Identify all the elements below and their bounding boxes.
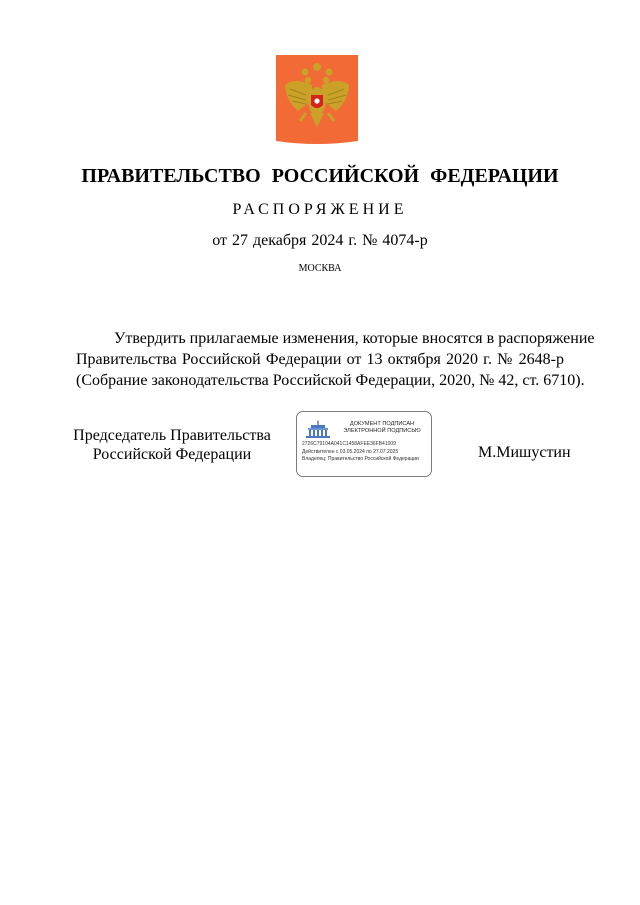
order-text xyxy=(76,328,595,391)
signer-name: М.Мишустин xyxy=(478,444,571,461)
document-date-number: от 27 декабря 2024 г. № 4074-р xyxy=(212,232,428,249)
stamp-certificate-number: 2726C79104A041C1458AFEE36FB41009 xyxy=(302,441,396,447)
government-building-icon xyxy=(305,419,331,439)
stamp-heading-line: ДОКУМЕНТ ПОДПИСАН xyxy=(349,421,415,427)
order-text-line: Утвердить прилагаемые изменения, которые вносятся в распоряжение xyxy=(114,330,595,347)
stamp-owner: Владелец: Правительство Российской Федерации xyxy=(302,456,419,462)
stamp-heading-line: ЭЛЕКТРОННОЙ ПОДПИСЬЮ xyxy=(343,428,421,434)
coat-of-arms-emblem xyxy=(276,55,358,147)
electronic-signature-stamp xyxy=(296,411,432,477)
signer-position xyxy=(72,426,272,464)
city: МОСКВА xyxy=(298,263,342,274)
order-text-line: Правительства Российской Федерации от 13 октября 2020 г. № 2648-р xyxy=(76,351,564,368)
document-type: РАСПОРЯЖЕНИЕ xyxy=(232,201,408,218)
russian-coat-of-arms-icon xyxy=(276,55,358,147)
signer-position-line: Российской Федерации xyxy=(92,446,252,463)
government-title: ПРАВИТЕЛЬСТВО РОССИЙСКОЙ ФЕДЕРАЦИИ xyxy=(81,165,559,187)
stamp-heading xyxy=(335,421,429,435)
signer-position-line: Председатель Правительства xyxy=(73,427,271,444)
stamp-validity: Действителен с 03.05.2024 по 27.07.2025 xyxy=(302,449,399,455)
order-text-line: (Собрание законодательства Российской Федерации, 2020, № 42, ст. 6710). xyxy=(76,372,585,389)
